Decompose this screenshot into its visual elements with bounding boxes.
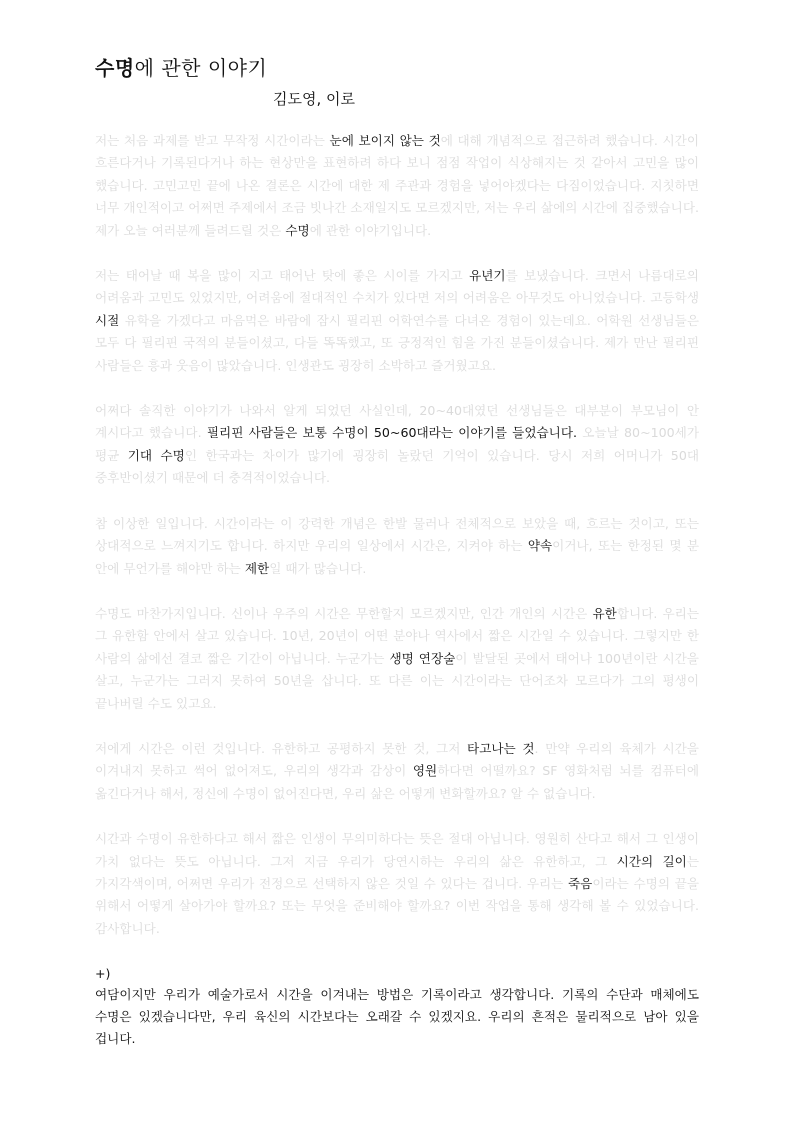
faded-text: 를 보냈습니다. 크면서 나름대로의 어려움과 고민도 있었지만, 어려움에 절대적인 수치가 있다면 저의 어려움은 아무것도 아니었습니다. 고등학생 xyxy=(95,268,699,306)
faded-text: . 만약 우리의 육체가 시간을 이겨내지 못하고 썩어 없어져도, 우리의 생각과 감상이 xyxy=(95,740,699,779)
faded-text: 이라는 수명의 끝을 위해서 어떻게 살아가야 할까요? 또는 무엇을 준비해야 할까요? 이번 작업을 통해 생각해 볼 수 있었습니다. 감사합니다. xyxy=(95,875,699,936)
paragraph-list xyxy=(95,130,699,940)
faded-text: 어쩌다 솔직한 이야기가 나와서 알게 되었던 사실인데, 20~40대였던 선생님들은 대부분이 부모님이 안 계시다고 했습니다. xyxy=(95,403,699,441)
highlighted-phrase: 영원 xyxy=(412,763,438,779)
highlighted-phrase: 유년기 xyxy=(469,268,506,284)
highlighted-phrase: 수명 xyxy=(285,222,310,238)
highlighted-phrase: 타고나는 것 xyxy=(467,740,535,756)
faded-text: 저에게 시간은 이런 것입니다. 유한하고 공평하지 못한 것, 그저 xyxy=(95,740,468,756)
body-paragraph xyxy=(95,513,699,580)
faded-text: 에 관한 이야기입니다. xyxy=(309,222,432,238)
highlighted-phrase: 기대 수명 xyxy=(127,447,185,463)
body-paragraph xyxy=(95,828,699,940)
footnote-text: 여담이지만 우리가 예술가로서 시간을 이겨내는 방법은 기록이라고 생각합니다. 기록의 수단과 매체에도 수명은 있겠습니다만, 우리 육신의 시간보다는 오래갈 수 있겠지요. 우리의 흔적은 물리적으로 남아 있을 겁니다. xyxy=(95,987,699,1046)
faded-text: 유학을 가겠다고 마음먹은 바람에 잠시 필리핀 어학연수를 다녀온 경험이 있는데요. 어학원 선생님들은 모두 다 필리핀 국적의 분들이셨고, 다들 똑똑했고, 또 긍정적인 힘을 가진 분들이셨습니다. 제가 만난 필리핀 사람들은 흥과 웃음이 많았습니다. 인생관도 굉장히 소박하고 즐거웠고요. xyxy=(95,312,699,373)
faded-text: 저는 처음 과제를 받고 무작정 시간이라는 xyxy=(95,133,330,148)
body-paragraph xyxy=(95,265,699,377)
body-paragraph xyxy=(95,603,699,715)
body-paragraph xyxy=(95,130,699,242)
document-body xyxy=(95,130,699,1050)
highlighted-phrase: 시절 xyxy=(95,312,120,328)
footnote xyxy=(95,963,699,1049)
highlighted-phrase: 눈에 보이지 않는 것 xyxy=(329,133,441,148)
faded-text: 는 가지각색이며, 어쩌면 우리가 전정으로 선택하지 않은 것일 수 있다는 겁니다. 우리는 xyxy=(95,853,699,891)
faded-text: 참 이상한 일입니다. 시간이라는 이 강력한 개념은 한발 물러나 전체적으로 보았을 때, 흐르는 것이고, 또는 상대적으로 느껴지기도 합니다. 하지만 우리의 일상에서 시간은, 지켜야 하는 xyxy=(95,515,699,554)
faded-text: 하다면 어떨까요? SF 영화처럼 뇌를 컴퓨터에 옮긴다거나 해서, 정신에 수명이 없어진다면, 우리 삶은 어떻게 변화할까요? 알 수 없습니다. xyxy=(95,763,699,801)
footnote-marker: +) xyxy=(95,966,111,982)
faded-text: 인 한국과는 차이가 많기에 굉장히 놀랐던 기억이 있습니다. 당시 저희 어머니가 50대 중후반이셨기 때문에 더 충격적이었습니다. xyxy=(95,447,700,486)
body-paragraph xyxy=(95,738,699,805)
faded-text: 이거나, 또는 한정된 몇 분 안에 무언가를 해야만 하는 xyxy=(95,538,700,576)
faded-text: 시간과 수명이 유한하다고 해서 짧은 인생이 무의미하다는 뜻은 절대 아닙니다. 영원히 산다고 해서 그 인생이 가치 없다는 뜻도 아닙니다. 그저 지금 우리가 당연시하는 우리의 삶은 유한하고, 그 xyxy=(95,831,699,869)
faded-text: 이 발달된 곳에서 태어나 100년이란 시간을 살고, 누군가는 그러지 못하여 50년을 삽니다. 또 다른 이는 시간이라는 단어조차 모르다가 그의 평생이 끝나버릴 수도 있고요. xyxy=(95,650,699,711)
faded-text: 오늘날 80~100세가 평균 xyxy=(95,425,699,463)
document-title xyxy=(95,52,267,81)
faded-text: 에 대해 개념적으로 접근하려 했습니다. 시간이 흐른다거나 기록된다거나 하는 현상만을 표현하려 하다 보니 점점 작업이 식상해지는 것 같아서 고민을 많이 했습니다. 고민고민 끝에 나온 결론은 시간에 대한 제 주관과 경험을 넣어야겠다는 다짐이었습니다. 지칫하면 너무 개인적이고 어쩌면 주제에서 조금 빗나간 소재일지도 모르겠지만, 저는 우리 삶에의 시간에 집중했습니다. 제가 오늘 여러분께 들려드릴 것은 xyxy=(95,133,699,238)
highlighted-phrase: 유한 xyxy=(592,605,617,621)
highlighted-phrase: 시간의 길이 xyxy=(616,853,687,869)
highlighted-phrase: 생명 연장술 xyxy=(389,650,456,666)
title-highlight: 수명 xyxy=(95,56,135,80)
highlighted-phrase: 필리핀 사람들은 보통 수명이 50~60대라는 이야기를 들었습니다. xyxy=(206,425,578,441)
highlighted-phrase: 죽음 xyxy=(567,875,593,891)
author-line: 김도영, 이로 xyxy=(273,90,355,108)
faded-text: 수명도 마찬가지입니다. 신이나 우주의 시간은 무한할지 모르겠지만, 인간 개인의 시간은 xyxy=(95,605,593,621)
faded-text: 저는 태어날 때 복을 많이 지고 태어난 탓에 좋은 시이를 가지고 xyxy=(95,268,470,284)
faded-text: 합니다. 우리는 그 유한함 안에서 살고 있습니다. 10년, 20년이 어떤 분야나 역사에서 짧은 시간일 수 있습니다. 그렇지만 한 사람의 삶에선 결코 짧은 기간이 아닙니다. 누군가는 xyxy=(95,605,700,666)
highlighted-phrase: 제한 xyxy=(244,560,270,576)
faded-text: 일 때가 많습니다. xyxy=(269,560,367,576)
body-paragraph xyxy=(95,400,699,490)
highlighted-phrase: 약속 xyxy=(527,538,553,554)
title-rest: 에 관한 이야기 xyxy=(134,56,268,80)
